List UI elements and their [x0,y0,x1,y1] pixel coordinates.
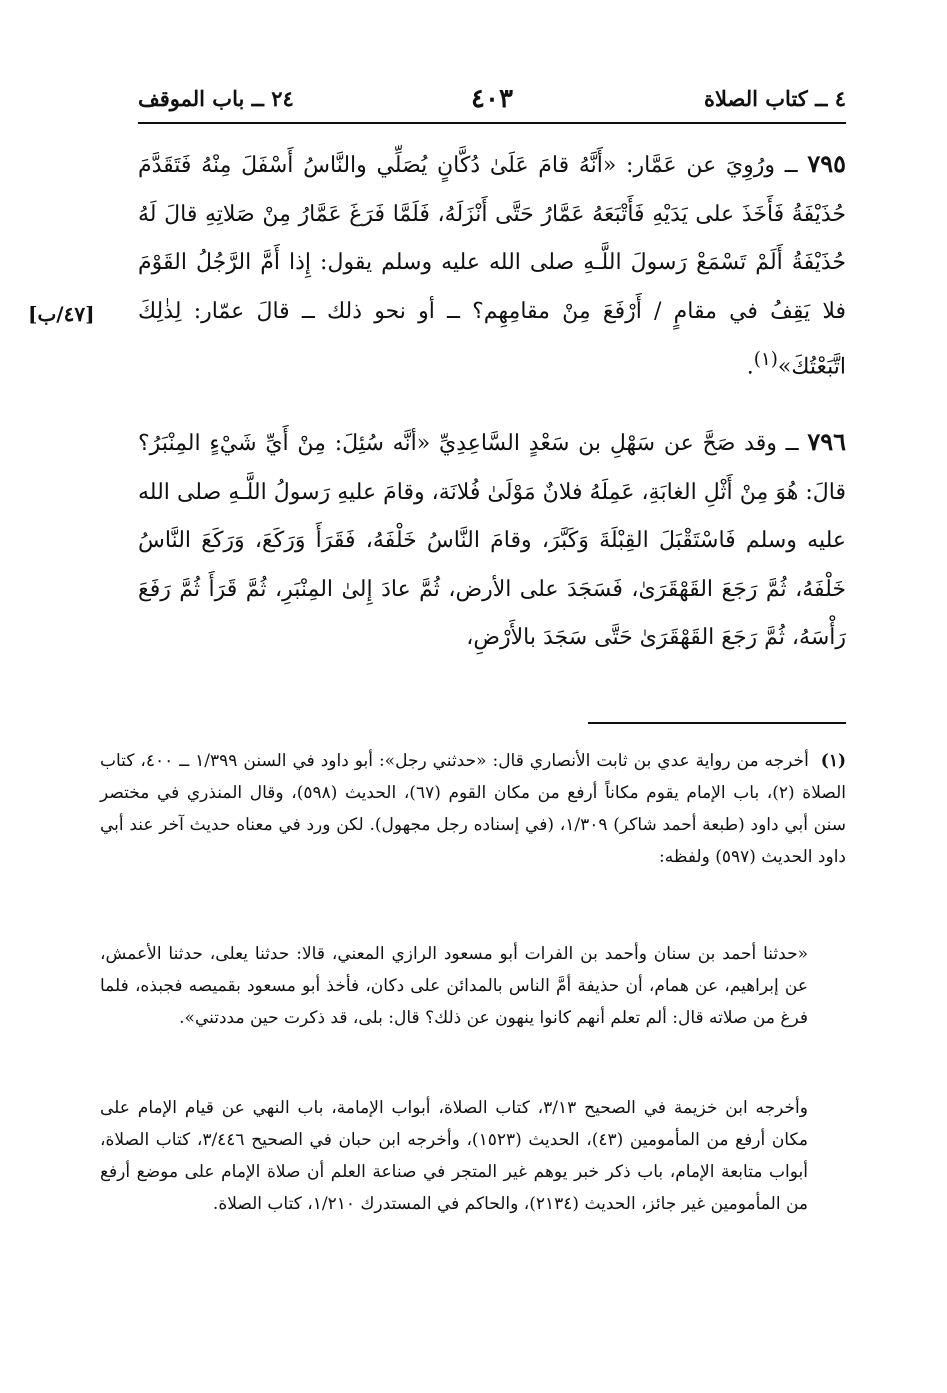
hadith-number: ٧٩٥ [807,149,846,178]
footnote-1 [100,745,846,873]
page-number: ٤٠٣ [471,84,513,114]
hadith-796 [138,418,846,663]
running-header [138,84,846,120]
footnote-text: وأخرجه ابن خزيمة في الصحيح ٣/١٣، كتاب الصلاة، أبواب الإمامة، باب النهي عن قيام الإمام على مكان أرفع من المأمومين (٤٣)، الحديث (١٥٢٣)، وأخرجه ابن حبان في الصحيح ٣/٤٤٦، كتاب الصلاة، أبواب متابعة الإمام، باب ذكر خبر يوهم غير المتجر في صناعة العلم أن صلاة الإمام على موضع أرفع من المأمومين غير جائز، الحديث (٢١٣٤)، والحاكم في المستدرك ١/٢١٠، كتاب الصلاة. [100,1098,808,1214]
footnote-text: أخرجه من رواية عدي بن ثابت الأنصاري قال: «حدثني رجل»: أبو داود في السنن ١/٣٩٩ ــ ٤٠٠، كتاب الصلاة (٢)، باب الإمام يقوم مكاناً أرفع من مكان القوم (٦٧)، الحديث (٥٩٨)، وقال المنذري في مختصر سنن أبي داود (طبعة أحمد شاكر) ١/٣٠٩، (في إسناده رجل مجهول). لكن ورد في معناه حديث آخر عند أبي داود الحديث (٥٩٧) ولفظه: [100,751,846,867]
chapter-title: ٤ ــ كتاب الصلاة [704,86,846,111]
footnote-reference: (١) [753,349,778,370]
hadith-795: ٧٩٥ ــ ورُوِيَ عن عَمَّار: «أَنَّهُ قامَ عَلَىٰ دُكَّانٍ يُصَلِّي والنَّاسُ أَسْفَلَ مِنْهُ فَتَقَدَّمَ حُذَيْفَةُ فَأَخَذَ على يَدَيْهِ فَأَتْبَعَهُ عَمَّارُ حَتَّى أَنْزَلَهُ، فَلَمَّا فَرَغَ عَمَّارُ مِنْ صَلاتِهِ قالَ لَهُ حُذَيْفَةُ أَلَمْ تَسْمَعْ رَسولَ اللَّـهِ صلى الله عليه وسلم يقول: إِذا أَمَّ الرَّجُلُ القَوْمَ فلا يَقِفُ في مقامٍ / أَرْفَعَ مِنْ مقامِهِم؟ ــ أو نحو ذلك ــ قالَ عمّار: لِذٰلِكَ اتَّبَعْتُكَ»$^{(١)}$. [138,149,846,380]
hadith-text: ــ ورُوِيَ عن عَمَّار: «أَنَّهُ قامَ عَلَىٰ دُكَّانٍ يُصَلِّي والنَّاسُ أَسْفَلَ مِنْهُ فَتَقَدَّمَ حُذَيْفَةُ فَأَخَذَ على يَدَيْهِ فَأَتْبَعَهُ عَمَّارُ حَتَّى أَنْزَلَهُ، فَلَمَّا فَرَغَ عَمَّارُ مِنْ صَلاتِهِ قالَ لَهُ حُذَيْفَةُ أَلَمْ تَسْمَعْ رَسولَ اللَّـهِ صلى الله عليه وسلم يقول: إِذا أَمَّ الرَّجُلُ القَوْمَ فلا يَقِفُ في مقامٍ / أَرْفَعَ مِنْ مقامِهِم؟ ــ أو نحو ذلك ــ قالَ عمّار: لِذٰلِكَ اتَّبَعْتُكَ» [138,153,846,380]
header-rule [138,122,846,124]
hadith-number: ٧٩٦ [807,427,846,456]
footnote-rule [588,722,846,724]
footnote-marker: (١) [820,751,846,771]
footnote-references [100,1092,846,1220]
folio-marker: [٤٧/ب] [28,302,95,326]
footnote-quote [100,938,846,1034]
hadith-text: ــ وقد صَحَّ عن سَهْلِ بن سَعْدٍ السَّاعِدِيِّ «أنَّه سُئِلَ: مِنْ أَيِّ شَيْءٍ المِنْبَرُ؟ قالَ: هُوَ مِنْ أَثْلِ الغابَةِ، عَمِلَهُ فلانٌ مَوْلَىٰ فُلانَة، وقامَ عليهِ رَسولُ اللَّـهِ صلى الله عليه وسلم فَاسْتَقْبَلَ القِبْلَةَ وَكَبَّرَ، وقامَ النَّاسُ خَلْفَهُ، فَقَرَأَ وَرَكَعَ، وَرَكَعَ النَّاسُ خَلْفَهُ، ثُمَّ رَجَعَ القَهْقَرَىٰ، فَسَجَدَ على الأرض، ثُمَّ عادَ إِلىٰ المِنْبَرِ، ثُمَّ قَرَأَ ثُمَّ رَفَعَ رَأْسَهُ، ثُمَّ رَجَعَ القَهْقَرَىٰ حَتَّى سَجَدَ بالأَرْضِ، [138,431,846,650]
section-title: ٢٤ ــ باب الموقف [138,86,294,111]
footnote-text: «حدثنا أحمد بن سنان وأحمد بن الفرات أبو مسعود الرازي المعني، قالا: حدثنا يعلى، حدثنا الأعمش، عن إبراهيم، عن همام، أن حذيفة أمَّ الناس بالمدائن على دكان، فأخذ أبو مسعود بقميصه فجبذه، فلما فرغ من صلاته قال: ألم تعلم أنهم كانوا ينهون عن ذلك؟ قال: بلى، قد ذكرت حين مددتني». [100,944,808,1028]
